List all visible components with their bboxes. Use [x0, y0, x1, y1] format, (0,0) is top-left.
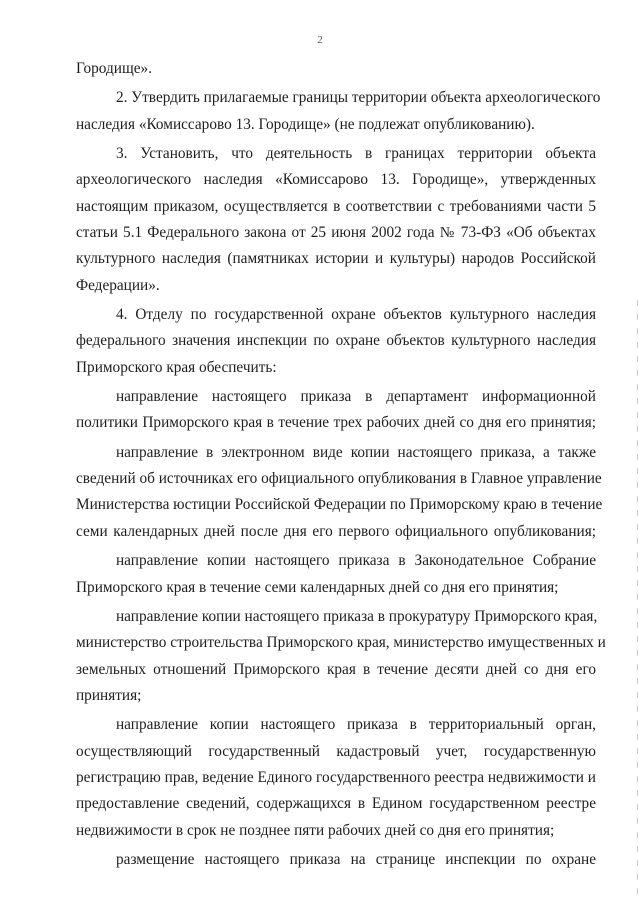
text-line: земельных отношений Приморского края в течение десяти дней со дня его: [76, 660, 596, 678]
text-line: направление настоящего приказа в департамент информационной: [116, 388, 596, 406]
text-line: археологического наследия «Комиссарово 13. Городище», утвержденных: [76, 171, 596, 189]
paragraph: [76, 548, 596, 601]
text-line: направление копии настоящего приказа в Законодательное Собрание: [116, 552, 596, 570]
text-line: 2. Утвердить прилагаемые границы территории объекта археологического: [116, 89, 601, 107]
text-line: направление копии настоящего приказа в территориальный орган,: [116, 716, 596, 734]
text-line: министерство строительства Приморского края, министерство имущественных и: [76, 634, 606, 652]
text-line: Приморского края обеспечить:: [76, 358, 277, 376]
document-body: [76, 56, 606, 876]
text-line: культурного наследия (памятниках истории и культуры) народов Российской: [76, 250, 596, 268]
text-line: осуществляющий государственный кадастровый учет, государственную: [76, 742, 596, 760]
text-line: федерального значения инспекции по охране объектов культурного наследия: [76, 332, 596, 350]
paragraph: [76, 141, 596, 299]
text-line: Городище».: [76, 60, 153, 77]
paragraph: [76, 440, 603, 546]
text-line: сведений об источниках его официального опубликования в Главное управление: [76, 470, 602, 488]
text-line: размещение настоящего приказа на странице инспекции по охране: [116, 850, 596, 868]
scan-edge-mark: [637, 300, 638, 900]
text-line: семи календарных дней после дня его первого официального опубликования;: [76, 522, 596, 540]
paragraph: [76, 604, 606, 710]
text-line: настоящим приказом, осуществляется в соответствии с требованиями части 5: [76, 197, 596, 215]
paragraph: [76, 85, 601, 138]
text-line: направление копии настоящего приказа в прокуратуру Приморского края,: [116, 607, 598, 625]
text-line: регистрацию прав, ведение Единого государственного реестра недвижимости и: [76, 768, 596, 786]
paragraph: [76, 384, 596, 437]
paragraph: [76, 847, 596, 873]
page-number: 2: [317, 34, 323, 46]
text-line: Приморского края в течение семи календарных дней со дня его принятия;: [76, 578, 559, 596]
text-line: наследия «Комиссарово 13. Городище» (не подлежат опубликованию).: [76, 115, 535, 133]
paragraph: [76, 302, 596, 381]
text-line: предоставление сведений, содержащихся в Едином государственном реестре: [76, 795, 596, 813]
text-line: недвижимости в срок не позднее пяти рабочих дней со дня его принятия;: [76, 821, 555, 839]
text-line: политики Приморского края в течение трех рабочих дней со дня его принятия;: [76, 414, 596, 432]
text-line: 4. Отделу по государственной охране объектов культурного наследия: [116, 306, 596, 324]
text-line: направление в электронном виде копии настоящего приказа, а также: [116, 443, 596, 461]
text-line: Министерства юстиции Российской Федерации по Приморскому краю в течение: [76, 496, 603, 514]
text-line: принятия;: [76, 686, 142, 704]
text-line: 3. Установить, что деятельность в границах территории объекта: [116, 144, 596, 162]
text-line: Федерации».: [76, 276, 160, 294]
paragraph: [76, 712, 596, 844]
paragraph: [76, 56, 596, 82]
text-line: статьи 5.1 Федерального закона от 25 июня 2002 года № 73-ФЗ «Об объектах: [76, 224, 596, 242]
